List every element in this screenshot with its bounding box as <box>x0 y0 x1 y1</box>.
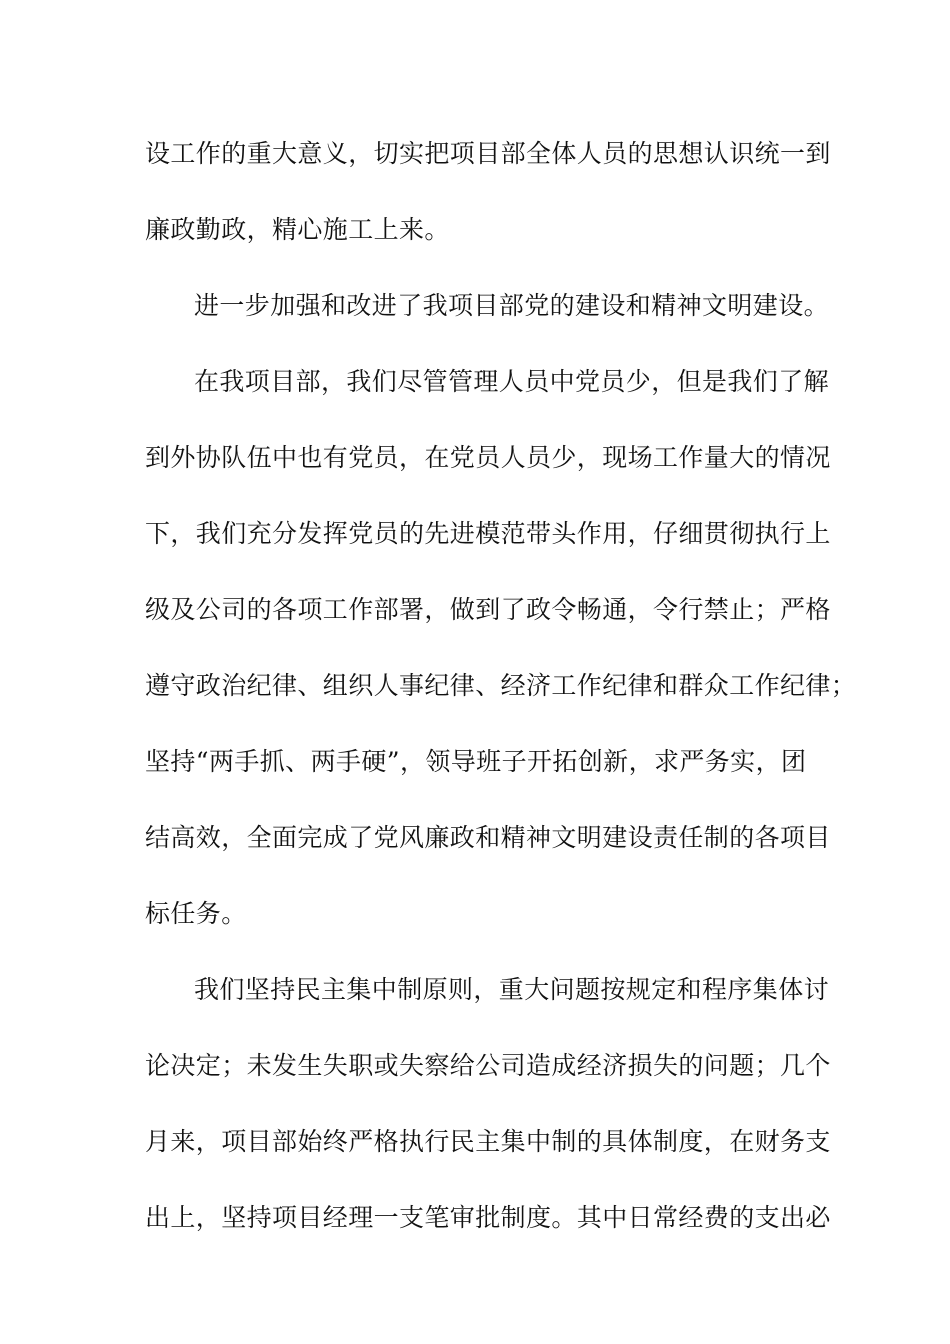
text-line: 论决定；未发生失职或失察给公司造成经济损失的问题；几个 <box>145 1051 831 1080</box>
text-line: 设工作的重大意义，切实把项目部全体人员的思想认识统一到 <box>145 139 831 168</box>
text-line: 坚持“两手抓、两手硬”，领导班子开拓创新，求严务实，团 <box>145 747 807 776</box>
text-line: 遵守政治纪律、组织人事纪律、经济工作纪律和群众工作纪律； <box>145 671 857 700</box>
text-line: 级及公司的各项工作部署，做到了政令畅通，令行禁止；严格 <box>145 595 831 624</box>
body-text <box>145 125 857 1246</box>
text-line: 月来，项目部始终严格执行民主集中制的具体制度，在财务支 <box>145 1127 831 1156</box>
text-line: 廉政勤政，精心施工上来。 <box>145 215 450 244</box>
text-line: 结高效，全面完成了党风廉政和精神文明建设责任制的各项目 <box>145 823 831 852</box>
text-line: 标任务。 <box>145 899 247 928</box>
text-line: 出上，坚持项目经理一支笔审批制度。其中日常经费的支出必 <box>145 1203 831 1232</box>
paragraph-first-line: 在我项目部，我们尽管管理人员中党员少，但是我们了解 <box>194 367 830 396</box>
text-line: 下，我们充分发挥党员的先进模范带头作用，仔细贯彻执行上 <box>145 519 831 548</box>
paragraph-first-line: 我们坚持民主集中制原则，重大问题按规定和程序集体讨 <box>194 975 830 1004</box>
text-line: 到外协队伍中也有党员，在党员人员少，现场工作量大的情况 <box>145 443 831 472</box>
paragraph-first-line: 进一步加强和改进了我项目部党的建设和精神文明建设。 <box>194 291 830 320</box>
